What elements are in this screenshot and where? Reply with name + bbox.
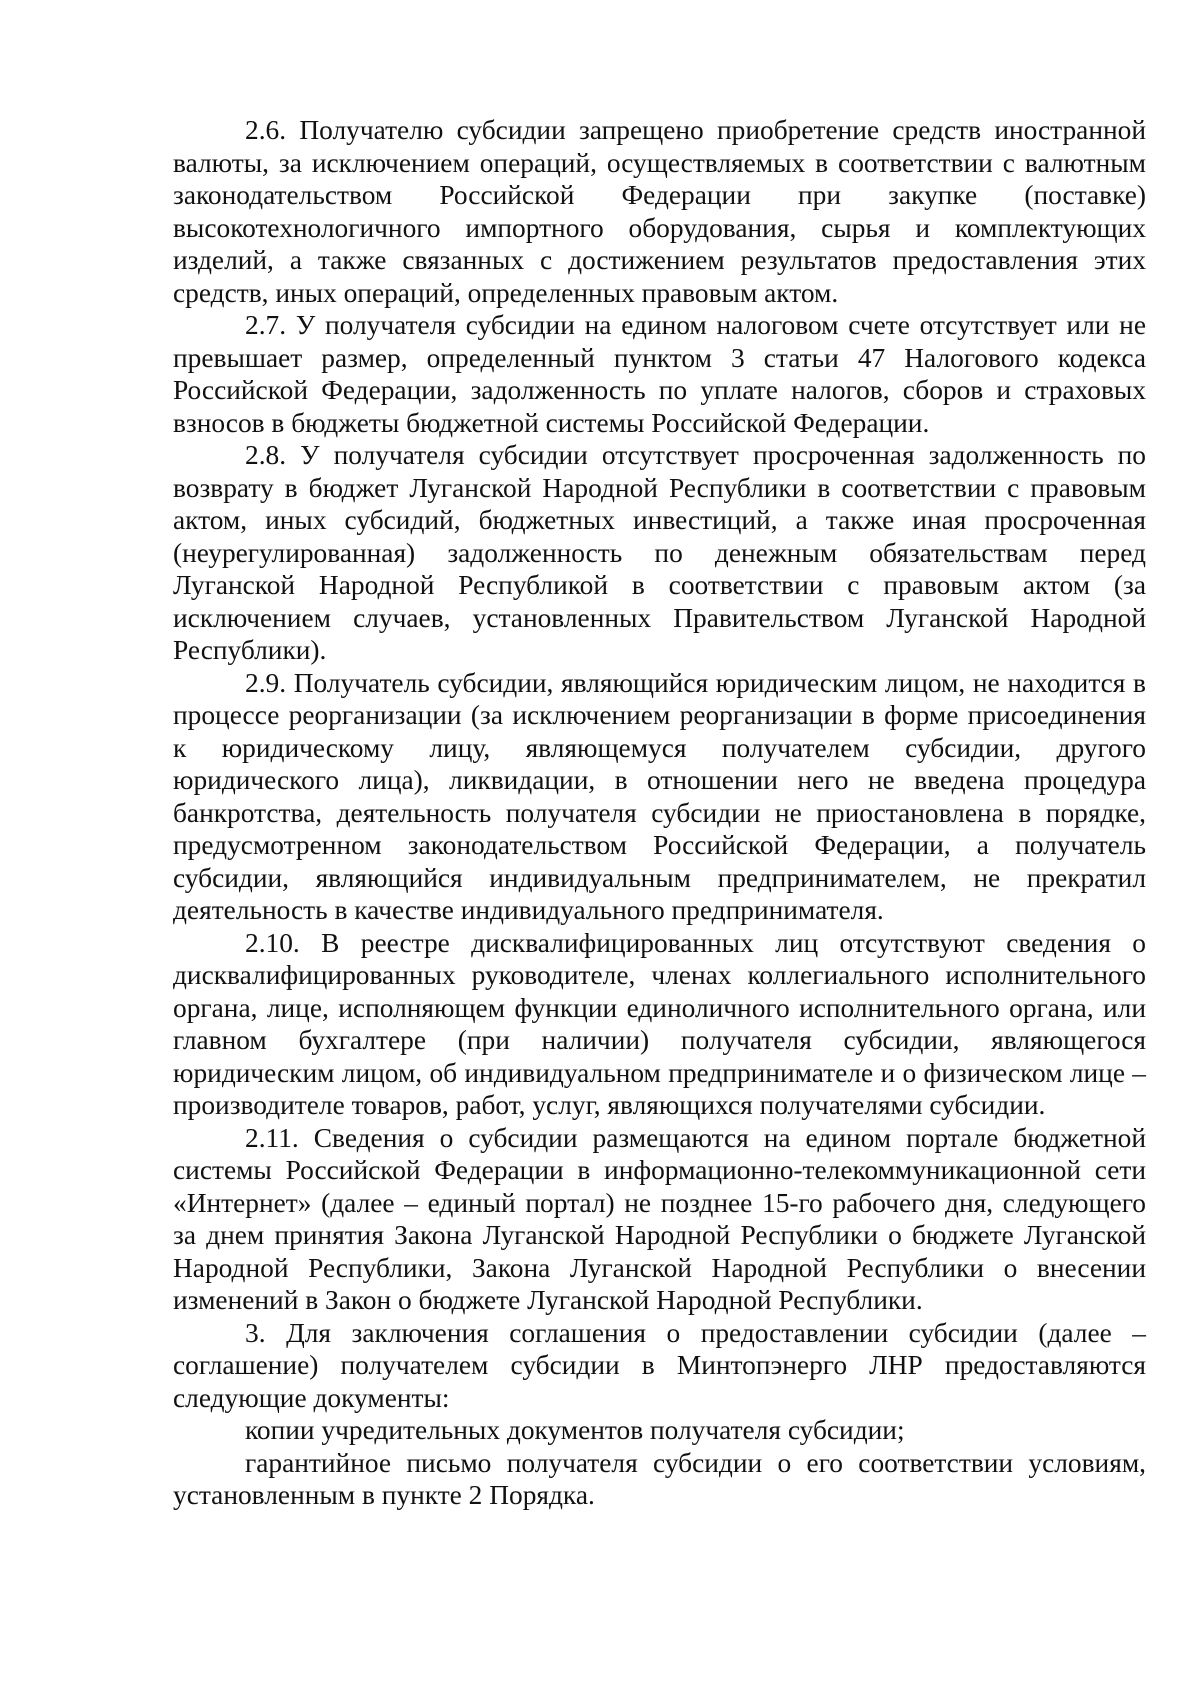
paragraph-2-6: 2.6. Получателю субсидии запрещено приобретение средств иностранной валюты, за исключением операций, осуществляемых в соответствии с валютным законодательством Российской Федерации при закупке (поставке) высокотехнологичного импортного оборудования, сырья и комплектующих изделий, а также связанных с достижением результатов предоставления этих средств, иных операций, определенных правовым актом. [173, 115, 1146, 308]
list-item-founding-documents: копии учредительных документов получателя субсидии; [245, 1415, 905, 1445]
paragraph-2-9: 2.9. Получатель субсидии, являющийся юридическим лицом, не находится в процессе реорганизации (за исключением реорганизации в форме присоединения к юридическому лицу, являющемуся получателем субсидии, другого юридического лица), ликвидации, в отношении него не введена процедура банкротства, деятельность получателя субсидии не приостановлена в порядке, предусмотренном законодательством Российской Федерации, а получатель субсидии, являющийся индивидуальным предпринимателем, не прекратил деятельность в качестве индивидуального предпринимателя. [173, 667, 1146, 925]
paragraph-2-8: 2.8. У получателя субсидии отсутствует просроченная задолженность по возврату в бюджет Луганской Народной Республики в соответствии с правовым актом, иных субсидий, бюджетных инвестиций, а также иная просроченная (неурегулированная) задолженность по денежным обязательствам перед Луганской Народной Республикой в соответствии с правовым актом (за исключением случаев, установленных Правительством Луганской Народной Республики). [173, 440, 1146, 665]
paragraph-2-10: 2.10. В реестре дисквалифицированных лиц отсутствуют сведения о дисквалифицированных руководителе, членах коллегиального исполнительного органа, лице, исполняющем функции единоличного исполнительного органа, или главном бухгалтере (при наличии) получателя субсидии, являющегося юридическим лицом, об индивидуальном предпринимателе и о физическом лице – производителе товаров, работ, услуг, являющихся получателями субсидии. [173, 927, 1146, 1120]
list-item-guarantee-letter: гарантийное письмо получателя субсидии о его соответствии условиям, установленным в пункте 2 Порядка. [173, 1447, 1146, 1510]
paragraph-3: 3. Для заключения соглашения о предоставлении субсидии (далее – соглашение) получателем субсидии в Минтопэнерго ЛНР предоставляются следующие документы: [173, 1317, 1146, 1413]
document-page [173, 114, 1146, 1512]
paragraph-2-11: 2.11. Сведения о субсидии размещаются на едином портале бюджетной системы Российской Федерации в информационно-телекоммуникационной сети «Интернет» (далее – единый портал) не позднее 15-го рабочего дня, следующего за днем принятия Закона Луганской Народной Республики о бюджете Луганской Народной Республики, Закона Луганской Народной Республики о внесении изменений в Закон о бюджете Луганской Народной Республики. [173, 1122, 1146, 1315]
paragraph-2-7: 2.7. У получателя субсидии на едином налоговом счете отсутствует или не превышает размер, определенный пунктом 3 статьи 47 Налогового кодекса Российской Федерации, задолженность по уплате налогов, сборов и страховых взносов в бюджеты бюджетной системы Российской Федерации. [173, 310, 1146, 438]
